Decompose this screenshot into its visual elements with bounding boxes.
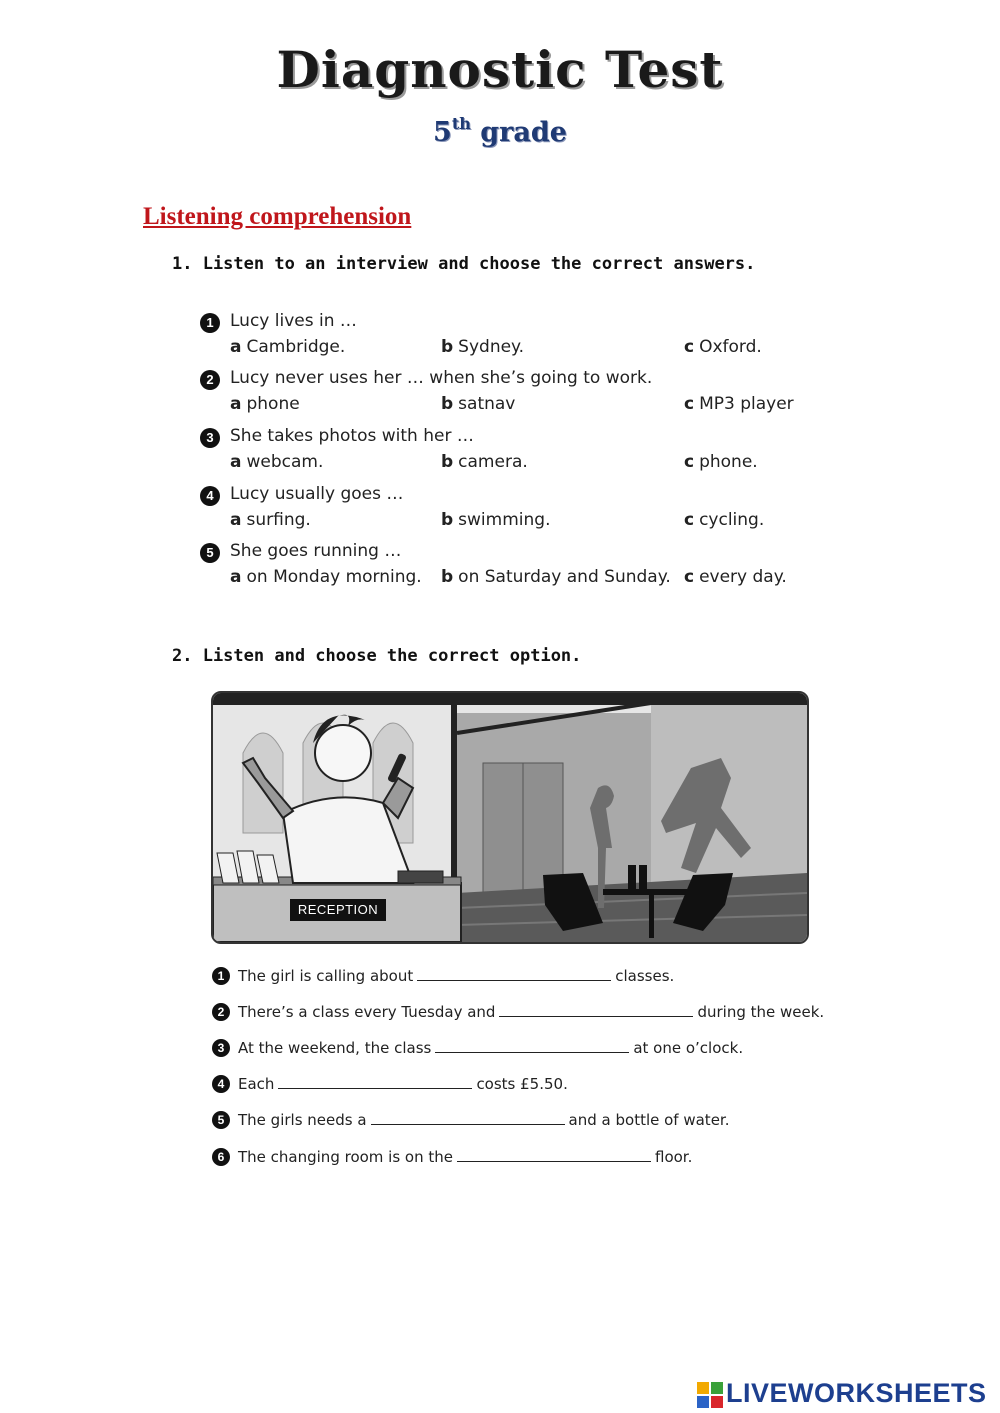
- grade-word: grade: [480, 117, 567, 148]
- answer-blank[interactable]: [278, 1074, 472, 1089]
- reception-illustration: [211, 691, 809, 944]
- option-c[interactable]: c phone.: [684, 452, 758, 472]
- option-b[interactable]: b camera.: [441, 452, 528, 472]
- answer-blank[interactable]: [457, 1147, 651, 1162]
- exercise1-instruction: 1. Listen to an interview and choose the correct answers.: [172, 254, 756, 274]
- sentence-number: 6: [212, 1148, 230, 1166]
- sentence-after: and a bottle of water.: [568, 1111, 730, 1129]
- sentence-after: classes.: [615, 967, 675, 985]
- liveworksheets-logo-icon: [697, 1382, 723, 1408]
- option-c[interactable]: c MP3 player: [684, 394, 794, 414]
- question-2: [200, 368, 840, 424]
- option-a[interactable]: a surfing.: [230, 510, 311, 530]
- sentence-before: There’s a class every Tuesday and: [238, 1003, 496, 1021]
- section-heading: Listening comprehension: [143, 203, 412, 230]
- option-a[interactable]: a on Monday morning.: [230, 567, 422, 587]
- question-stem: Lucy never uses her … when she’s going to work.: [230, 368, 653, 388]
- answer-blank[interactable]: [435, 1038, 629, 1053]
- option-a[interactable]: a phone: [230, 394, 300, 414]
- question-number: 5: [200, 543, 220, 563]
- sentence-number: 4: [212, 1075, 230, 1093]
- question-4: [200, 484, 840, 540]
- sentence-before: The changing room is on the: [238, 1148, 453, 1166]
- option-b[interactable]: b on Saturday and Sunday.: [441, 567, 671, 587]
- grade-number: 5: [433, 117, 452, 148]
- option-a[interactable]: a Cambridge.: [230, 337, 346, 357]
- question-stem: She takes photos with her …: [230, 426, 474, 446]
- question-1: [200, 311, 840, 367]
- question-number: 2: [200, 370, 220, 390]
- grade-subtitle: [0, 114, 1000, 148]
- sentence-after: at one o’clock.: [633, 1039, 744, 1057]
- sentence-number: 2: [212, 1003, 230, 1021]
- question-stem: Lucy lives in …: [230, 311, 357, 331]
- question-3: [200, 426, 840, 482]
- answer-blank[interactable]: [499, 1002, 693, 1017]
- answer-blank[interactable]: [371, 1110, 565, 1125]
- answer-blank[interactable]: [417, 966, 611, 981]
- sentence-after: floor.: [655, 1148, 693, 1166]
- question-number: 1: [200, 313, 220, 333]
- option-c[interactable]: c cycling.: [684, 510, 765, 530]
- sentence-number: 3: [212, 1039, 230, 1057]
- option-c[interactable]: c every day.: [684, 567, 787, 587]
- logo-text: LIVEWORKSHEETS: [726, 1378, 987, 1408]
- sentence-after: during the week.: [697, 1003, 825, 1021]
- reception-sign: RECEPTION: [290, 899, 386, 921]
- sentence-number: 1: [212, 967, 230, 985]
- question-number: 4: [200, 486, 220, 506]
- question-stem: She goes running …: [230, 541, 402, 561]
- question-stem: Lucy usually goes …: [230, 484, 404, 504]
- page-title: Diagnostic Test: [276, 40, 724, 99]
- option-c[interactable]: c Oxford.: [684, 337, 762, 357]
- question-number: 3: [200, 428, 220, 448]
- exercise2-instruction: 2. Listen and choose the correct option.: [172, 646, 582, 666]
- sentence-before: The girls needs a: [238, 1111, 367, 1129]
- option-b[interactable]: b Sydney.: [441, 337, 525, 357]
- sentence-before: At the weekend, the class: [238, 1039, 432, 1057]
- grade-suffix: th: [451, 114, 471, 133]
- option-b[interactable]: b satnav: [441, 394, 516, 414]
- sentence-before: Each: [238, 1075, 275, 1093]
- sentence-after: costs £5.50.: [476, 1075, 568, 1093]
- sentence-number: 5: [212, 1111, 230, 1129]
- question-5: [200, 541, 840, 597]
- option-b[interactable]: b swimming.: [441, 510, 551, 530]
- option-a[interactable]: a webcam.: [230, 452, 324, 472]
- sentence-before: The girl is calling about: [238, 967, 414, 985]
